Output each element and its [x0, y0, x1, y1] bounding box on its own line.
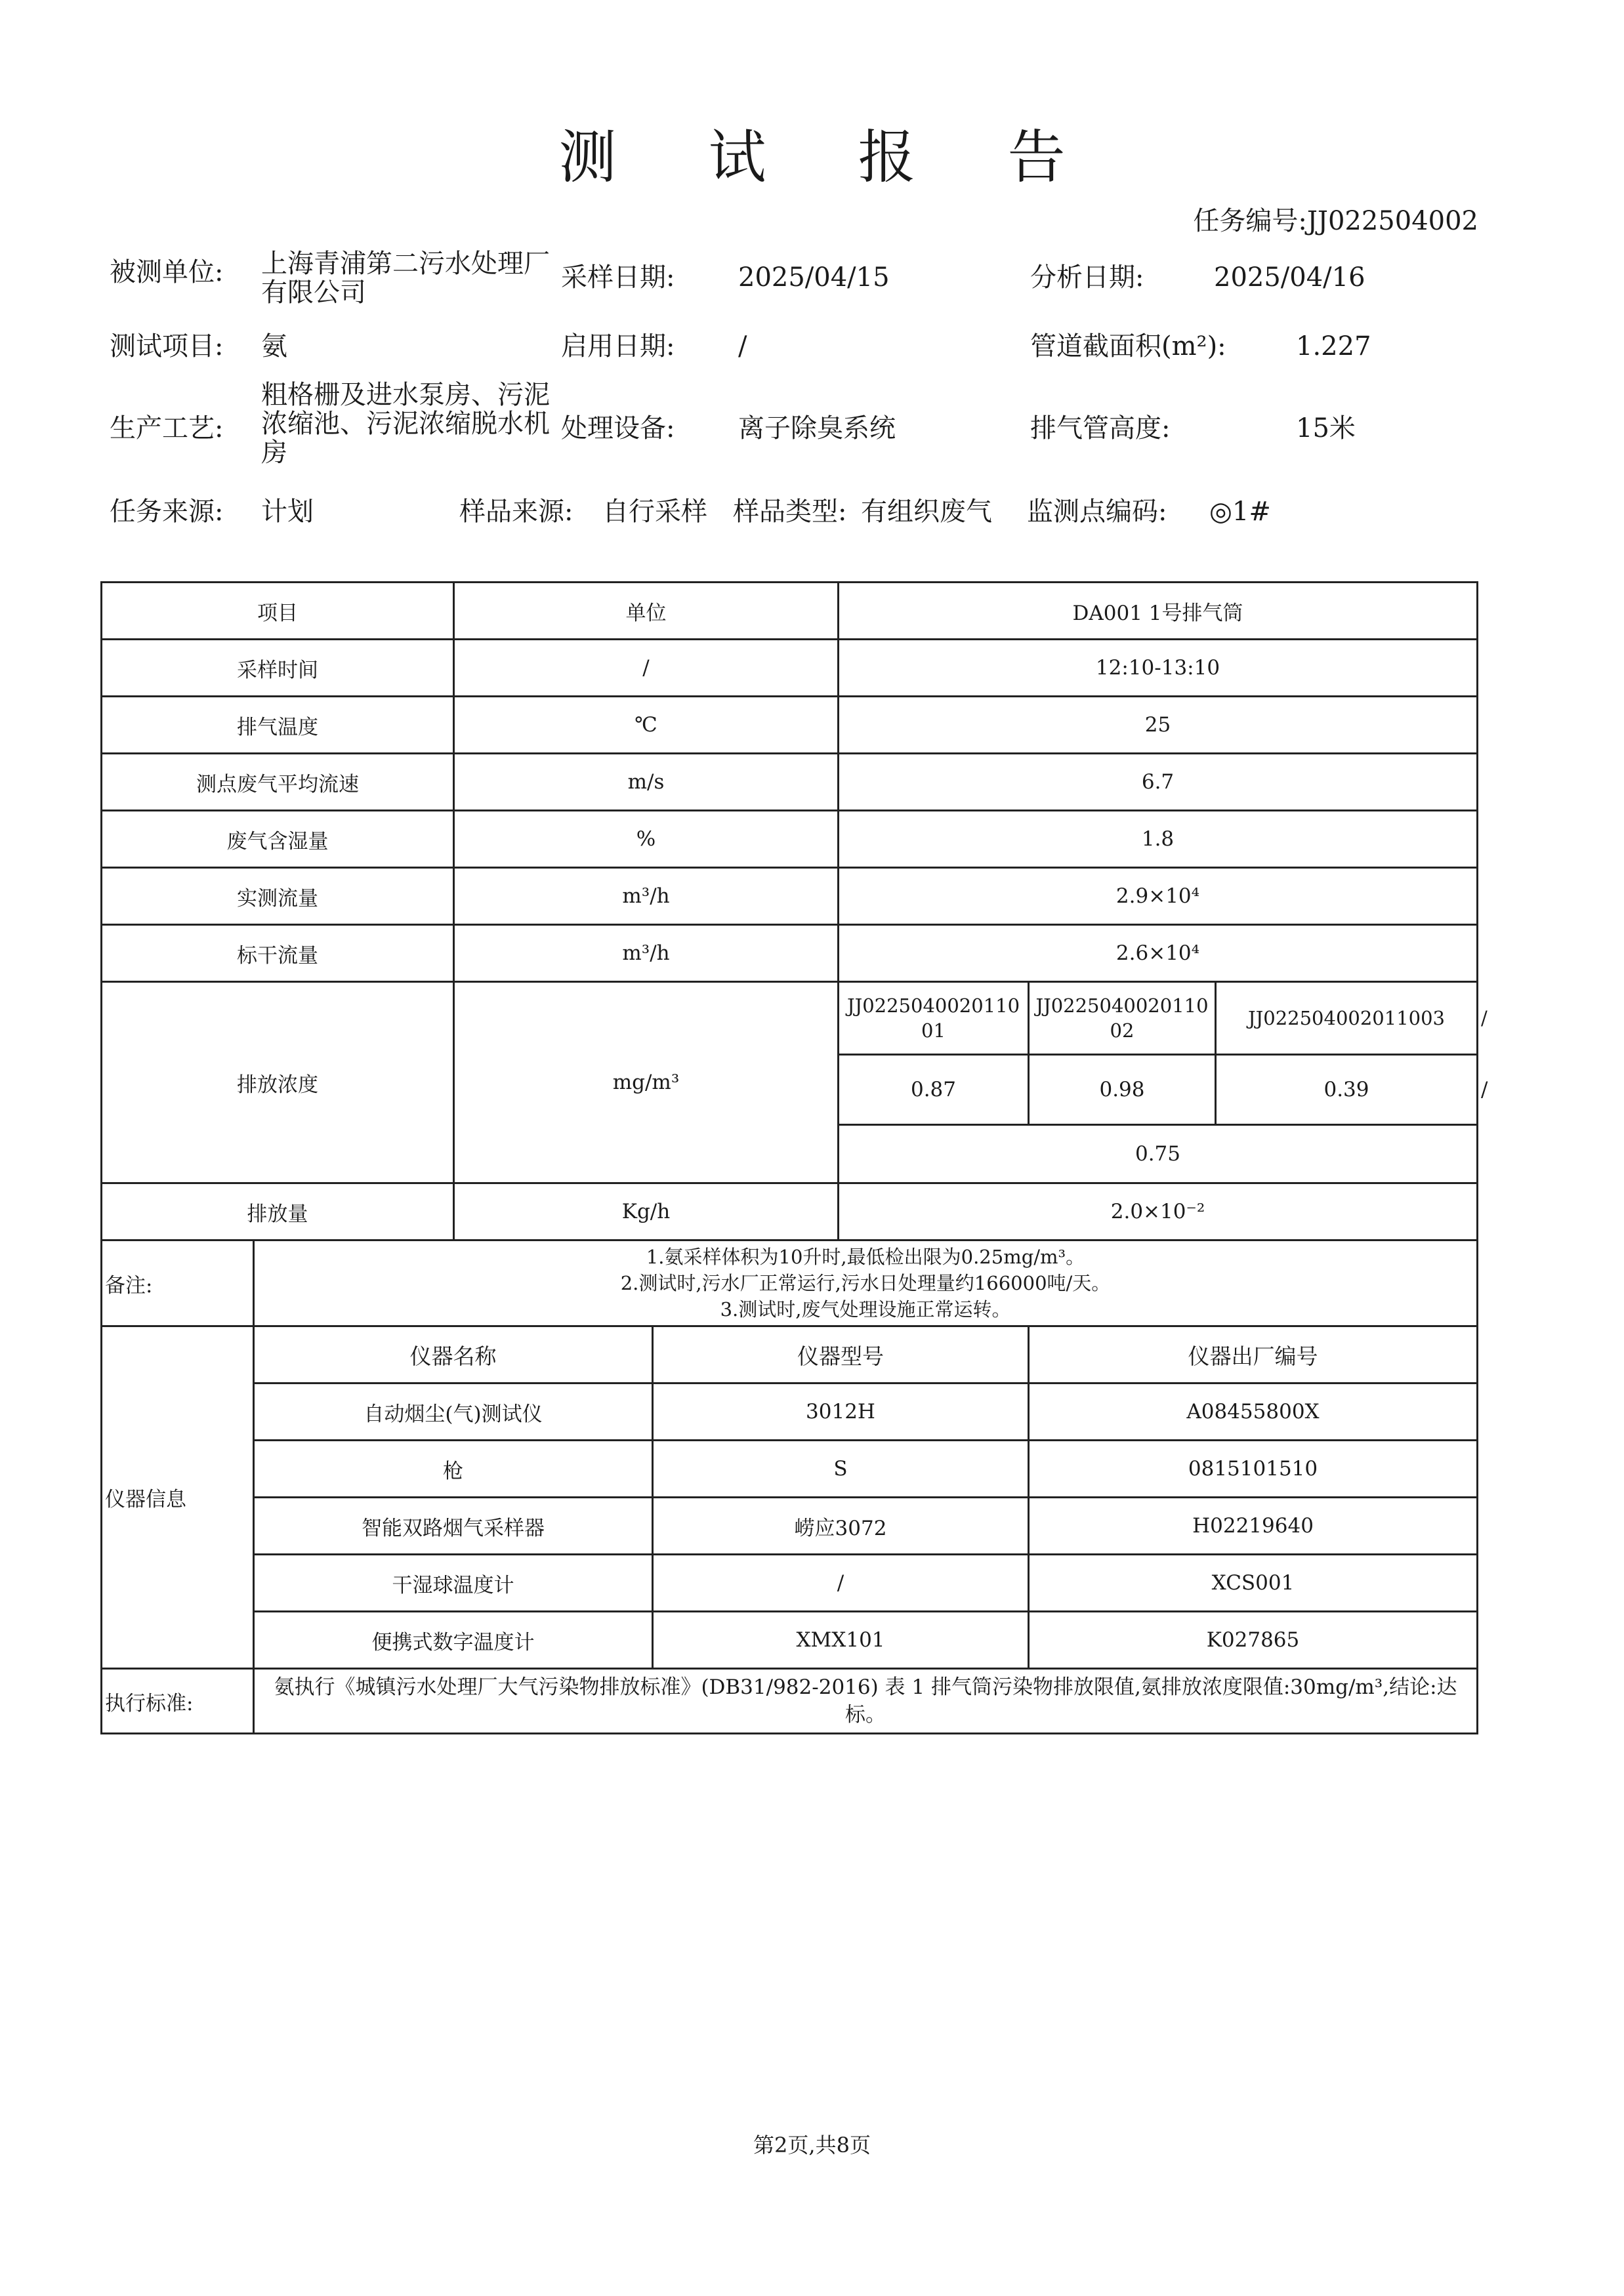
instrument-name: 便携式数字温度计 — [254, 1612, 653, 1669]
stack-height-label: 排气管高度: — [1030, 413, 1171, 443]
instrument-model: 3012H — [653, 1384, 1029, 1441]
table-row — [102, 640, 1478, 697]
unit-value: 上海青浦第二污水处理厂有限公司 — [261, 249, 550, 308]
conc-value-row: 0.87 0.98 0.39 / — [102, 1055, 1478, 1125]
sample-source-value: 自行采样 — [602, 497, 707, 527]
test-item-label: 测试项目: — [110, 331, 224, 361]
sample-type-label: 样品类型: — [733, 497, 847, 527]
sample-type-value: 有组织废气 — [861, 497, 992, 527]
table-row — [102, 697, 1478, 754]
source-label: 任务来源: — [110, 497, 224, 527]
test-item-value: 氨 — [261, 331, 287, 361]
sample-id: JJ022504002011003 — [1216, 982, 1478, 1055]
point-code-label: 监测点编码: — [1027, 497, 1167, 527]
row-item: 实测流量 — [102, 868, 454, 925]
instrument-serial: K027865 — [1029, 1612, 1478, 1669]
emission-unit: Kg/h — [454, 1183, 839, 1240]
instrument-model: XMX101 — [653, 1612, 1029, 1669]
instrument-serial: 0815101510 — [1029, 1441, 1478, 1498]
row-value: 6.7 — [839, 754, 1478, 811]
row-value: 2.9×10⁴ — [839, 868, 1478, 925]
instrument-model-header: 仪器型号 — [653, 1326, 1029, 1384]
equipment-value: 离子除臭系统 — [738, 413, 896, 443]
emission-value: 2.0×10⁻² — [839, 1183, 1478, 1240]
enable-date-label: 启用日期: — [561, 331, 675, 361]
row-item: 采样时间 — [102, 640, 454, 697]
instrument-row — [102, 1555, 1478, 1612]
instrument-name: 智能双路烟气采样器 — [254, 1498, 653, 1555]
stack-height-value: 15米 — [1296, 413, 1356, 443]
conc-id-row: 排放浓度 mg/m³ JJ022504002011001 JJ022504002011002 JJ022504002011003 / — [102, 982, 1478, 1055]
sample-date-value: 2025/04/15 — [738, 262, 890, 293]
row-unit: ℃ — [454, 697, 839, 754]
table-header-row — [102, 583, 1478, 640]
row-value: 1.8 — [839, 811, 1478, 868]
sample-date-label: 采样日期: — [561, 262, 675, 293]
row-item: 废气含湿量 — [102, 811, 454, 868]
sample-source-label: 样品来源: — [459, 497, 573, 527]
table-row — [102, 868, 1478, 925]
row-unit: % — [454, 811, 839, 868]
conc-item: 排放浓度 — [102, 982, 454, 1183]
process-label: 生产工艺: — [110, 413, 224, 443]
instrument-header-row — [102, 1326, 1478, 1384]
instrument-row — [102, 1441, 1478, 1498]
row-unit: m³/h — [454, 868, 839, 925]
row-unit: m/s — [454, 754, 839, 811]
remarks-content — [254, 1240, 1478, 1326]
emission-row — [102, 1183, 1478, 1240]
col-item-header: 项目 — [102, 583, 454, 640]
remark-line: 3.测试时,废气处理设施正常运转。 — [720, 1298, 1011, 1321]
row-item: 排气温度 — [102, 697, 454, 754]
instrument-model: / — [653, 1555, 1029, 1612]
row-unit: / — [454, 640, 839, 697]
table-row — [102, 925, 1478, 982]
process-value: 粗格栅及进水泵房、污泥浓缩池、污泥浓缩脱水机房 — [261, 380, 550, 468]
instrument-name: 干湿球温度计 — [254, 1555, 653, 1612]
col-unit-header: 单位 — [454, 583, 839, 640]
task-number: 任务编号:JJ022504002 — [1193, 206, 1478, 236]
remarks-row — [102, 1240, 1478, 1326]
standard-label: 执行标准: — [102, 1669, 254, 1734]
analysis-date-value: 2025/04/16 — [1214, 262, 1365, 293]
equipment-label: 处理设备: — [561, 413, 675, 443]
conc-average: 0.75 — [839, 1125, 1478, 1183]
instrument-row — [102, 1384, 1478, 1441]
emission-item: 排放量 — [102, 1183, 454, 1240]
table-row — [102, 811, 1478, 868]
remarks-label: 备注: — [102, 1240, 254, 1326]
row-unit: m³/h — [454, 925, 839, 982]
row-item: 测点废气平均流速 — [102, 754, 454, 811]
standard-text: 氨执行《城镇污水处理厂大气污染物排放标准》(DB31/982-2016) 表 1 排气筒污染物排放限值,氨排放浓度限值:30mg/m³,结论:达标。 — [254, 1669, 1478, 1734]
col-point-header: DA001 1号排气筒 — [839, 583, 1478, 640]
page-title: 测 试 报 告 — [558, 123, 1102, 191]
page-footer: 第2页,共8页 — [753, 2133, 871, 2158]
remark-line: 1.氨采样体积为10升时,最低检出限为0.25mg/m³。 — [646, 1246, 1085, 1268]
instrument-model: S — [653, 1441, 1029, 1498]
instrument-model: 崂应3072 — [653, 1498, 1029, 1555]
enable-date-value: / — [738, 331, 747, 361]
point-code-value: ◎1# — [1209, 497, 1271, 527]
instrument-name: 枪 — [254, 1441, 653, 1498]
instrument-serial: A08455800X — [1029, 1384, 1478, 1441]
sample-id: JJ022504002011001 — [839, 982, 1029, 1055]
analysis-date-label: 分析日期: — [1030, 262, 1144, 293]
conc-value: 0.98 — [1029, 1055, 1216, 1125]
remark-line: 2.测试时,污水厂正常运行,污水日处理量约166000吨/天。 — [620, 1272, 1111, 1294]
source-value: 计划 — [261, 497, 314, 527]
row-value: 2.6×10⁴ — [839, 925, 1478, 982]
instrument-name-header: 仪器名称 — [254, 1326, 653, 1384]
instrument-serial: H02219640 — [1029, 1498, 1478, 1555]
conc-value: 0.39 — [1216, 1055, 1478, 1125]
instrument-serial: XCS001 — [1029, 1555, 1478, 1612]
results-table — [100, 581, 1488, 1734]
pipe-area-label: 管道截面积(m²): — [1030, 331, 1226, 361]
conc-unit: mg/m³ — [454, 982, 839, 1183]
row-item: 标干流量 — [102, 925, 454, 982]
instruments-label: 仪器信息 — [102, 1326, 254, 1669]
instrument-row — [102, 1612, 1478, 1669]
row-value: 25 — [839, 697, 1478, 754]
table-row — [102, 754, 1478, 811]
instrument-name: 自动烟尘(气)测试仪 — [254, 1384, 653, 1441]
instrument-row — [102, 1498, 1478, 1555]
sample-id: JJ022504002011002 — [1029, 982, 1216, 1055]
instrument-serial-header: 仪器出厂编号 — [1029, 1326, 1478, 1384]
unit-label: 被测单位: — [110, 257, 224, 287]
row-value: 12:10-13:10 — [839, 640, 1478, 697]
conc-value: 0.87 — [839, 1055, 1029, 1125]
pipe-area-value: 1.227 — [1296, 331, 1371, 361]
standard-row — [102, 1669, 1478, 1734]
